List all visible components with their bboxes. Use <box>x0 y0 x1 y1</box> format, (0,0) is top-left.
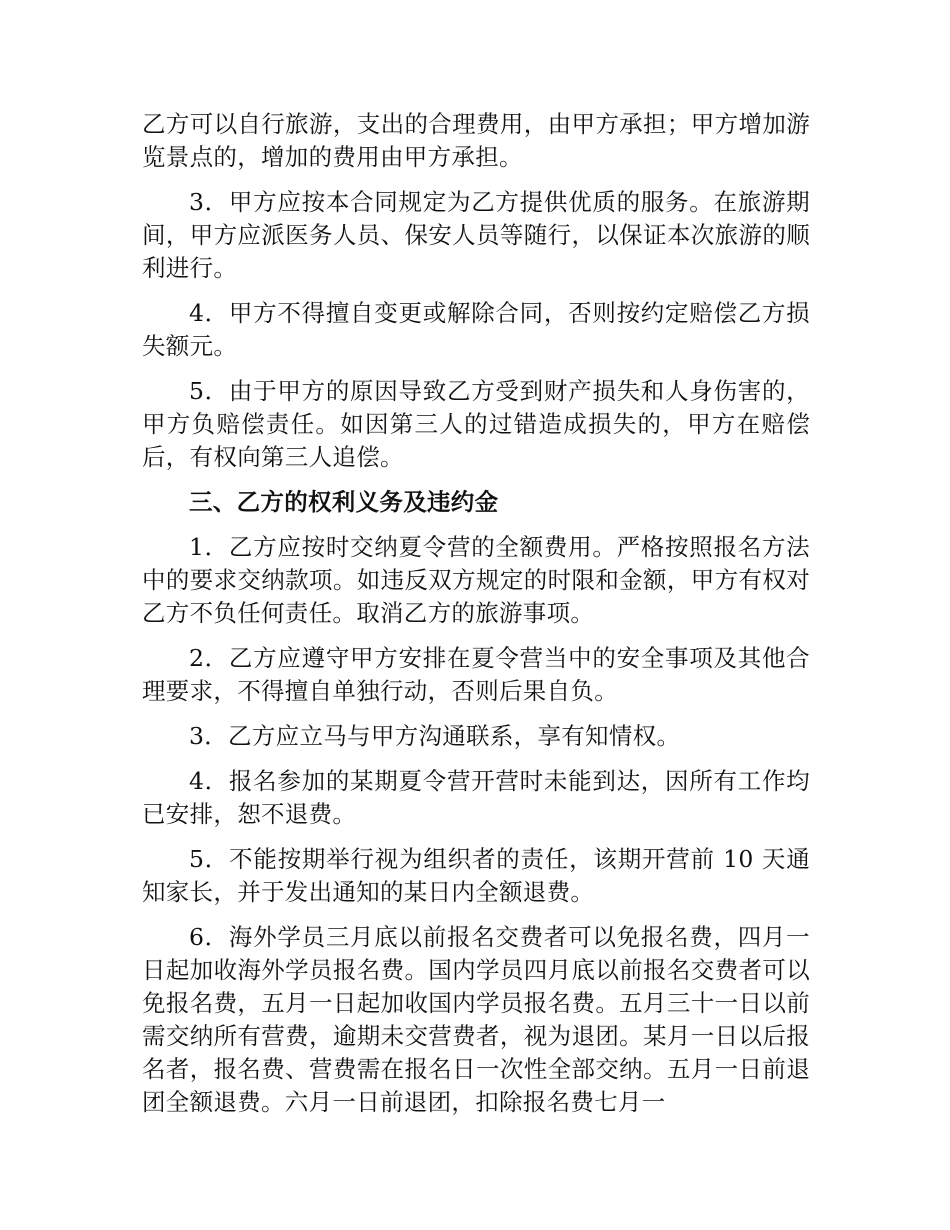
section-heading-party-b: 三、乙方的权利义务及违约金 <box>189 488 499 516</box>
paragraph-continuation: 乙方可以自行旅游，支出的合理费用，由甲方承担；甲方增加游览景点的，增加的费用由甲方承担。 <box>142 110 810 171</box>
paragraph-clause-b5: 5．不能按期举行视为组织者的责任，该期开营前 10 天通知家长，并于发出通知的某日内全额退费。 <box>142 845 810 906</box>
paragraph-clause-b4: 4．报名参加的某期夏令营开营时未能到达，因所有工作均已安排，恕不退费。 <box>142 767 810 828</box>
paragraph-clause-b1: 1．乙方应按时交纳夏令营的全额费用。严格按照报名方法中的要求交纳款项。如违反双方规定的时限和金额，甲方有权对乙方不负任何责任。取消乙方的旅游事项。 <box>142 533 810 627</box>
paragraph-clause-b6: 6．海外学员三月底以前报名交费者可以免报名费，四月一日起加收海外学员报名费。国内学员四月底以前报名交费者可以免报名费，五月一日起加收国内学员报名费。五月三十一日以前需交纳所有营费，逾期未交营费者，视为退团。某月一日以后报名者，报名费、营费需在报名日一次性全部交纳。五月一日前退团全额退费。六月一日前退团，扣除报名费七月一 <box>142 923 810 1116</box>
paragraph-clause-b3: 3．乙方应立马与甲方沟通联系，享有知情权。 <box>189 722 681 750</box>
document-page <box>142 108 810 1131</box>
paragraph-clause-a3: 3．甲方应按本合同规定为乙方提供优质的服务。在旅游期间，甲方应派医务人员、保安人员等随行，以保证本次旅游的顺利进行。 <box>142 188 810 282</box>
paragraph-clause-b2: 2．乙方应遵守甲方安排在夏令营当中的安全事项及其他合理要求，不得擅自单独行动，否则后果自负。 <box>142 644 810 705</box>
paragraph-clause-a4: 4．甲方不得擅自变更或解除合同，否则按约定赔偿乙方损失额元。 <box>142 299 810 360</box>
paragraph-clause-a5: 5．由于甲方的原因导致乙方受到财产损失和人身伤害的，甲方负赔偿责任。如因第三人的过错造成损失的，甲方在赔偿后，有权向第三人追偿。 <box>142 377 810 471</box>
